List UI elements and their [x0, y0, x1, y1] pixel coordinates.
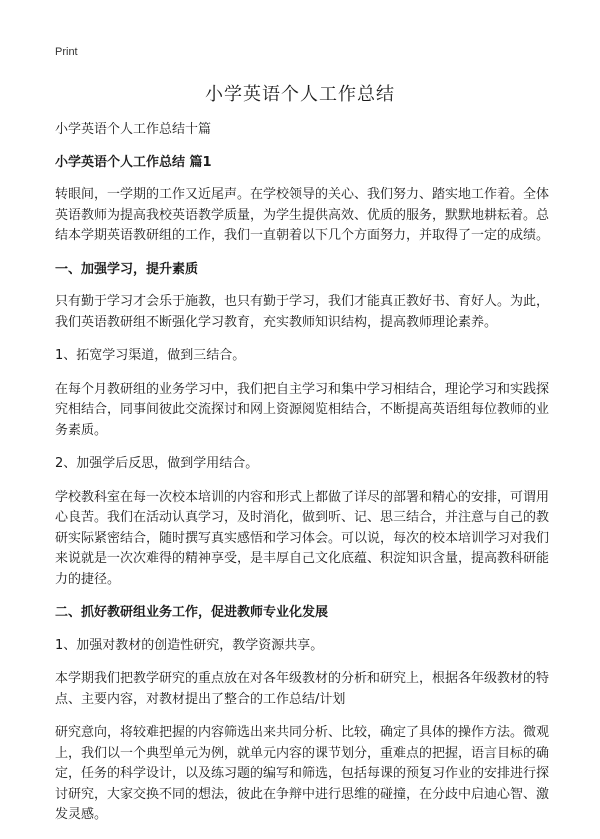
- article-body: [55, 120, 555, 839]
- section2-paragraph-1: 本学期我们把教学研究的重点放在对各年级教材的分析和研究上，根据各年级教材的特点、主要内容，对教材提出了整合的工作总结/计划: [55, 671, 550, 707]
- section-heading-1: 一、加强学习，提升素质: [55, 261, 199, 277]
- print-link[interactable]: Print: [55, 46, 78, 58]
- page-title: 小学英语个人工作总结: [205, 84, 395, 105]
- section2-point-1: 1、加强对教材的创造性研究，教学资源共享。: [55, 637, 324, 653]
- section1-point-1: 1、拓宽学习渠道，做到三结合。: [55, 348, 246, 363]
- section1-point-2-text: 学校教科室在每一次校本培训的内容和形式上都做了详尽的部署和精心的安排，可谓用心良苦。我们在活动认真学习，及时消化，做到听、记、思三结合，并注意与自己的教研实际紧密结合，随时撰写真实感悟和学习体会。可以说，每次的校本培训学习对我们来说就是一次次难得的精神享受，是丰厚自己文化底蕴、积淀知识含量，提高教科研能力的捷径。: [55, 489, 550, 587]
- section-heading-2: 二、抓好教研组业务工作，促进教师专业化发展: [55, 605, 329, 620]
- intro-paragraph: 转眼间，一学期的工作又近尾声。在学校领导的关心、我们努力、踏实地工作着。全体英语教师为提高我校英语教学质量，为学生提供高效、优质的服务，默默地耕耘着。总结本学期英语教研组的工作，我们一直朝着以下几个方面努力，并取得了一定的成绩。: [55, 187, 550, 243]
- section2-paragraph-2: 研究意向，将较难把握的内容筛选出来共同分析、比较，确定了具体的操作方法。微观上，我们以一个典型单元为例，就单元内容的课节划分，重难点的把握，语言目标的确定，任务的科学设计，以及练习题的编写和筛选，包括每课的预复习作业的安排进行探讨研究，大家交换不同的想法，彼此在争辩中进行思维的碰撞，在分歧中启迪心智、激发灵感。: [55, 725, 550, 822]
- section1-point-2: 2、加强学后反思，做到学用结合。: [55, 456, 259, 471]
- article-title: 小学英语个人工作总结 篇1: [55, 154, 212, 170]
- article-subtitle: 小学英语个人工作总结十篇: [55, 122, 212, 137]
- section1-paragraph: 只有勤于学习才会乐于施教，也只有勤于学习，我们才能真正教好书、育好人。为此，我们英语教研组不断强化学习教育，充实教师知识结构，提高教师理论素养。: [55, 294, 550, 330]
- section1-point-1-text: 在每个月教研组的业务学习中，我们把自主学习和集中学习相结合，理论学习和实践探究相结合，同事间彼此交流探讨和网上资源阅览相结合，不断提高英语组每位教师的业务素质。: [55, 381, 550, 438]
